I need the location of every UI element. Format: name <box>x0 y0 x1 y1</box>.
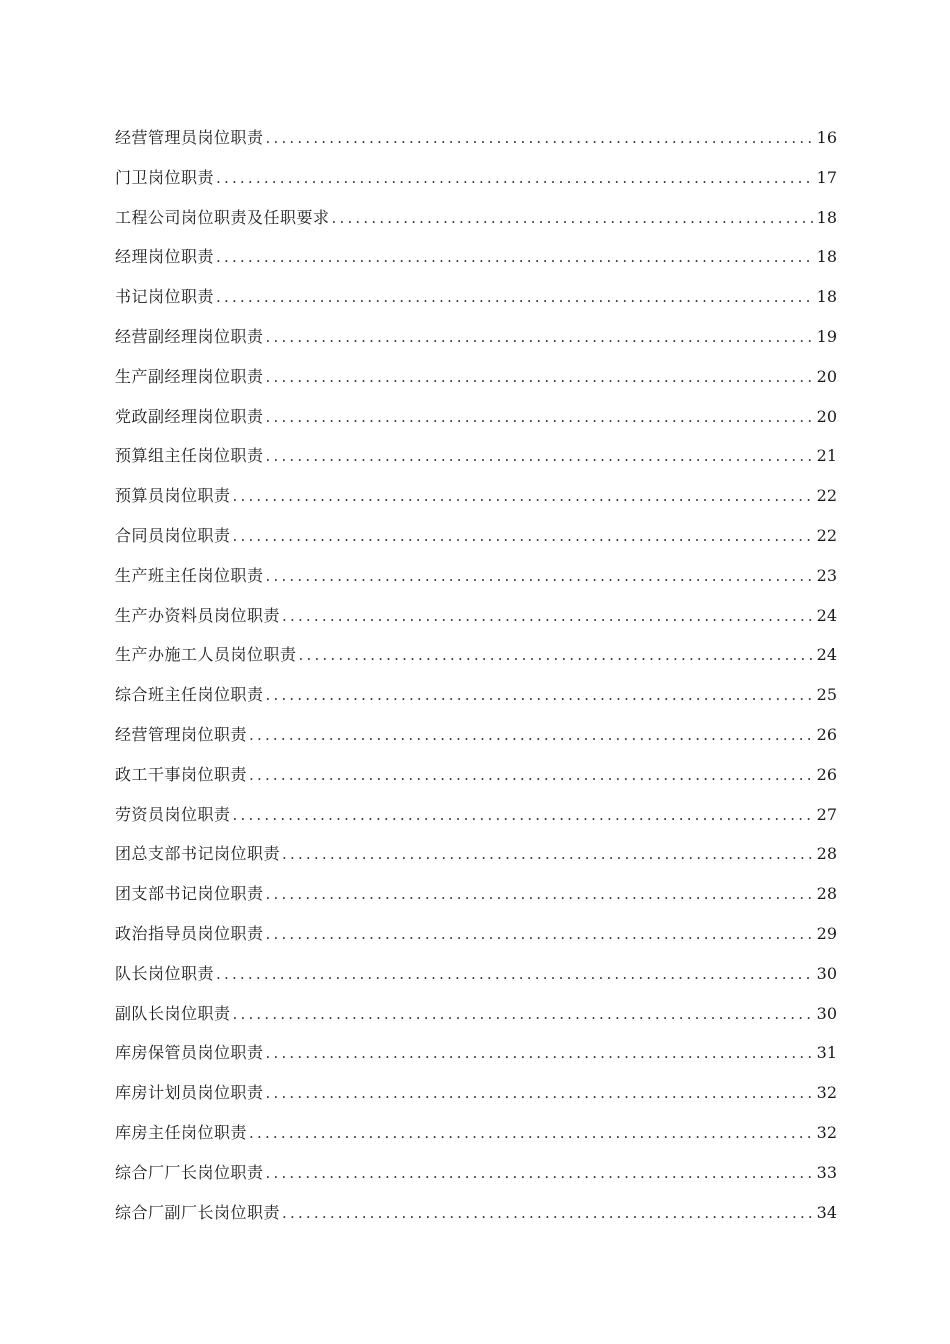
toc-dot-leader <box>266 398 815 438</box>
toc-dot-leader <box>332 199 815 239</box>
toc-dot-leader <box>216 238 815 278</box>
toc-dot-leader <box>266 557 815 597</box>
toc-dot-leader <box>266 1034 815 1074</box>
toc-entry[interactable] <box>115 516 837 556</box>
toc-entry-page-number: 24 <box>816 605 837 625</box>
toc-entry[interactable] <box>115 317 837 357</box>
toc-entry[interactable] <box>115 914 837 954</box>
toc-entry-title: 队长岗位职责 <box>115 963 215 983</box>
toc-entry[interactable] <box>115 994 837 1034</box>
toc-entry[interactable] <box>115 834 837 874</box>
toc-entry-title: 生产办施工人员岗位职责 <box>115 645 297 665</box>
toc-entry[interactable] <box>115 715 837 755</box>
toc-dot-leader <box>249 716 815 756</box>
toc-entry[interactable] <box>115 436 837 476</box>
toc-dot-leader <box>266 676 815 716</box>
toc-entry[interactable] <box>115 1193 837 1233</box>
toc-entry-title: 经营管理岗位职责 <box>115 724 248 744</box>
toc-entry-page-number: 28 <box>816 844 837 864</box>
toc-entry-page-number: 16 <box>816 128 837 147</box>
toc-entry-page-number: 21 <box>816 446 837 466</box>
toc-entry-page-number: 28 <box>816 884 837 904</box>
toc-entry-page-number: 18 <box>816 287 837 307</box>
toc-entry-title: 库房主任岗位职责 <box>115 1122 248 1142</box>
toc-entry-title: 政治指导员岗位职责 <box>115 923 264 943</box>
toc-dot-leader <box>282 1194 815 1234</box>
toc-entry-page-number: 33 <box>816 1162 837 1182</box>
toc-entry-page-number: 31 <box>816 1043 837 1063</box>
toc-dot-leader <box>249 756 815 796</box>
toc-entry-page-number: 30 <box>816 1003 837 1023</box>
toc-entry-title: 预算员岗位职责 <box>115 486 231 506</box>
toc-dot-leader <box>282 597 815 637</box>
toc-dot-leader <box>233 517 815 557</box>
toc-entry[interactable] <box>115 1113 837 1153</box>
toc-dot-leader <box>216 159 815 199</box>
toc-entry-page-number: 22 <box>816 525 837 545</box>
toc-dot-leader <box>233 477 815 517</box>
toc-dot-leader <box>266 358 815 398</box>
toc-entry-title: 综合厂副厂长岗位职责 <box>115 1202 281 1222</box>
toc-dot-leader <box>233 796 815 836</box>
toc-entry[interactable] <box>115 277 837 317</box>
toc-entry[interactable] <box>115 675 837 715</box>
toc-entry-page-number: 20 <box>816 406 837 426</box>
toc-entry-title: 门卫岗位职责 <box>115 167 215 187</box>
toc-entry-title: 生产副经理岗位职责 <box>115 366 264 386</box>
toc-dot-leader <box>282 835 815 875</box>
toc-entry-title: 团支部书记岗位职责 <box>115 884 264 904</box>
toc-entry-page-number: 26 <box>816 724 837 744</box>
toc-entry[interactable] <box>115 874 837 914</box>
toc-entry-page-number: 30 <box>816 963 837 983</box>
toc-entry-page-number: 29 <box>816 923 837 943</box>
toc-entry-title: 书记岗位职责 <box>115 287 215 307</box>
toc-entry-page-number: 20 <box>816 366 837 386</box>
toc-entry[interactable] <box>115 556 837 596</box>
toc-dot-leader <box>266 318 815 358</box>
toc-dot-leader <box>216 278 815 318</box>
toc-dot-leader <box>266 119 815 159</box>
toc-entry-title: 综合班主任岗位职责 <box>115 685 264 705</box>
toc-dot-leader <box>266 915 815 955</box>
toc-entry-title: 经营管理员岗位职责 <box>115 128 264 147</box>
toc-entry-title: 预算组主任岗位职责 <box>115 446 264 466</box>
toc-dot-leader <box>233 995 815 1035</box>
toc-entry-page-number: 19 <box>816 326 837 346</box>
toc-entry-page-number: 27 <box>816 804 837 824</box>
toc-entry-title: 团总支部书记岗位职责 <box>115 844 281 864</box>
toc-entry-page-number: 25 <box>816 685 837 705</box>
toc-entry-page-number: 23 <box>816 565 837 585</box>
toc-entry-page-number: 24 <box>816 645 837 665</box>
toc-entry[interactable] <box>115 357 837 397</box>
toc-entry[interactable] <box>115 635 837 675</box>
toc-entry-title: 工程公司岗位职责及任职要求 <box>115 207 330 227</box>
toc-entry-page-number: 32 <box>816 1122 837 1142</box>
toc-entry[interactable] <box>115 476 837 516</box>
toc-entry-title: 库房保管员岗位职责 <box>115 1043 264 1063</box>
toc-entry[interactable] <box>115 397 837 437</box>
toc-entry[interactable] <box>115 954 837 994</box>
toc-dot-leader <box>266 1154 815 1194</box>
toc-entry-title: 合同员岗位职责 <box>115 525 231 545</box>
toc-dot-leader <box>266 1074 815 1114</box>
toc-entry-page-number: 18 <box>816 207 837 227</box>
toc-dot-leader <box>299 636 815 676</box>
toc-entry-page-number: 26 <box>816 764 837 784</box>
toc-entry-page-number: 18 <box>816 247 837 267</box>
toc-entry-page-number: 17 <box>816 167 837 187</box>
toc-entry-title: 生产班主任岗位职责 <box>115 565 264 585</box>
toc-entry-title: 生产办资料员岗位职责 <box>115 605 281 625</box>
toc-entry[interactable] <box>115 1153 837 1193</box>
toc-entry[interactable] <box>115 1073 837 1113</box>
toc-entry[interactable] <box>115 158 837 198</box>
toc-entry-title: 综合厂厂长岗位职责 <box>115 1162 264 1182</box>
toc-entry[interactable] <box>115 795 837 835</box>
toc-dot-leader <box>216 955 815 995</box>
toc-entry-title: 党政副经理岗位职责 <box>115 406 264 426</box>
toc-entry[interactable] <box>115 237 837 277</box>
toc-entry-page-number: 34 <box>816 1202 837 1222</box>
toc-entry[interactable] <box>115 755 837 795</box>
toc-entry-title: 副队长岗位职责 <box>115 1003 231 1023</box>
toc-entry[interactable] <box>115 596 837 636</box>
toc-entry[interactable] <box>115 1033 837 1073</box>
toc-entry-title: 经理岗位职责 <box>115 247 215 267</box>
toc-dot-leader <box>249 1114 815 1154</box>
table-of-contents <box>115 118 837 1232</box>
toc-entry-title: 经营副经理岗位职责 <box>115 326 264 346</box>
toc-entry-page-number: 32 <box>816 1083 837 1103</box>
toc-entry-title: 劳资员岗位职责 <box>115 804 231 824</box>
toc-entry[interactable] <box>115 198 837 238</box>
toc-dot-leader <box>266 875 815 915</box>
toc-entry-title: 库房计划员岗位职责 <box>115 1083 264 1103</box>
toc-dot-leader <box>266 437 815 477</box>
toc-entry-title: 政工干事岗位职责 <box>115 764 248 784</box>
toc-entry-page-number: 22 <box>816 486 837 506</box>
toc-entry[interactable] <box>115 118 837 158</box>
